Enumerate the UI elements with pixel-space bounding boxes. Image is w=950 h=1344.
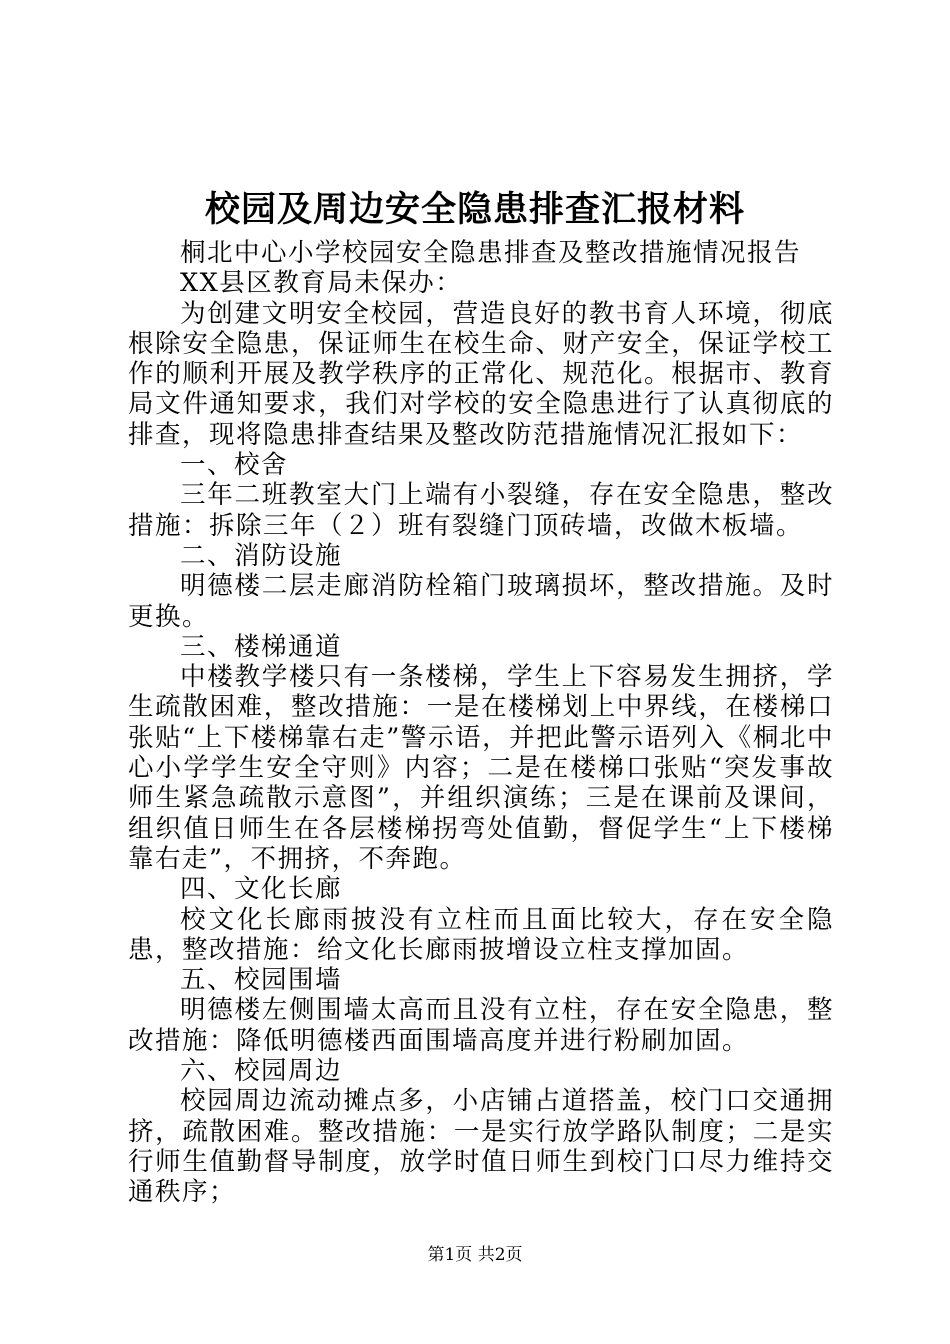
section-paragraph-fire-facilities: 明德楼二层走廊消防栓箱门玻璃损坏，整改措施。及时更换。 xyxy=(128,571,834,632)
document-title: 校园及周边安全隐患排查汇报材料 xyxy=(204,189,745,230)
section-paragraph-school-buildings: 三年二班教室大门上端有小裂缝，存在安全隐患，整改措施：拆除三年（２）班有裂缝门顶砖墙，改做木板墙。 xyxy=(128,480,834,541)
section-heading-culture-corridor: 四、文化长廊 xyxy=(180,874,343,905)
section-heading-stairways: 三、楼梯通道 xyxy=(180,631,343,662)
section-paragraph-stairways: 中楼教学楼只有一条楼梯，学生上下容易发生拥挤，学生疏散困难，整改措施：一是在楼梯划上中界线，在楼梯口张贴“上下楼梯靠右走”警示语，并把此警示语列入《桐北中心小学学生安全守则》内容；二是在楼梯口张贴“突发事故师生紧急疏散示意图”，并组织演练；三是在课前及课间，组织值日师生在各层楼梯拐弯处值勤，督促学生“上下楼梯靠右走”，不拥挤，不奔跑。 xyxy=(128,662,834,874)
section-heading-campus-wall: 五、校园围墙 xyxy=(180,965,343,996)
page-number-footer: 第1页 共2页 xyxy=(427,1245,523,1265)
section-heading-campus-surroundings: 六、校园周边 xyxy=(180,1056,343,1087)
section-heading-fire-facilities: 二、消防设施 xyxy=(180,540,343,571)
intro-paragraph: 为创建文明安全校园，营造良好的教书育人环境，彻底根除安全隐患，保证师生在校生命、财产安全，保证学校工作的顺利开展及教学秩序的正常化、规范化。根据市、教育局文件通知要求，我们对学校的安全隐患进行了认真彻底的排查，现将隐患排查结果及整改防范措施情况汇报如下： xyxy=(128,298,834,450)
document-body xyxy=(128,238,834,1208)
section-heading-school-buildings: 一、校舍 xyxy=(180,450,289,481)
section-paragraph-campus-wall: 明德楼左侧围墙太高而且没有立柱，存在安全隐患，整改措施：降低明德楼西面围墙高度并进行粉刷加固。 xyxy=(128,995,834,1056)
report-subtitle: 桐北中心小学校园安全隐患排查及整改措施情况报告 xyxy=(180,238,802,268)
section-paragraph-culture-corridor: 校文化长廊雨披没有立柱而且面比较大，存在安全隐患，整改措施：给文化长廊雨披增设立柱支撑加固。 xyxy=(128,904,834,965)
recipient-line: XX县区教育局未保办： xyxy=(180,268,463,299)
section-paragraph-campus-surroundings: 校园周边流动摊点多，小店铺占道搭盖，校门口交通拥挤，疏散困难。整改措施：一是实行放学路队制度；二是实行师生值勤督导制度，放学时值日师生到校门口尽力维持交通秩序； xyxy=(128,1086,834,1208)
